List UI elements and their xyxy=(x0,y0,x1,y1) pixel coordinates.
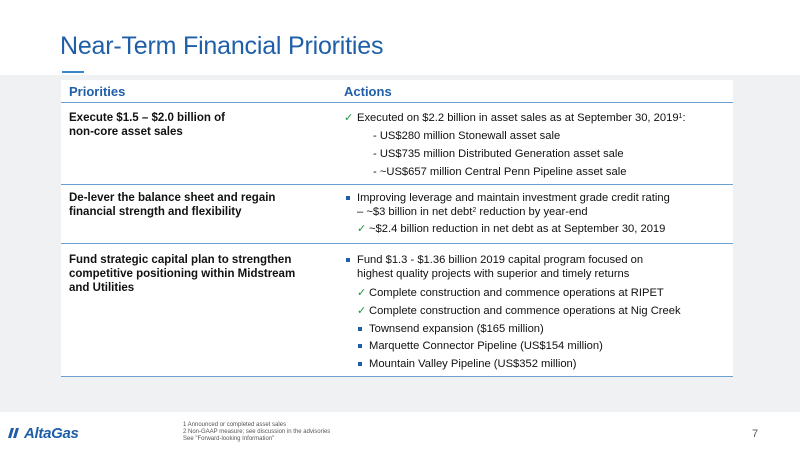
action-item-continuation: highest quality projects with superior and timely returns xyxy=(357,268,630,280)
action-item xyxy=(357,111,686,125)
action-item: Fund $1.3 - $1.36 billion 2019 capital program focused on xyxy=(357,254,644,266)
table-bottom-rule xyxy=(61,376,733,377)
row-rule xyxy=(61,184,733,185)
action-text: – ~$3 billion in net debt xyxy=(357,206,473,218)
action-suffix: reduction by year-end xyxy=(476,206,588,218)
row-rule xyxy=(61,243,733,244)
action-item-continuation xyxy=(357,205,588,219)
priority-line: De-lever the balance sheet and regain xyxy=(69,192,276,204)
priorities-table xyxy=(61,80,733,377)
footnote-ref: 2 xyxy=(472,207,477,214)
priority-line: Execute $1.5 – $2.0 billion of xyxy=(69,112,225,124)
footer xyxy=(0,412,800,450)
action-subitem: - US$280 million Stonewall asset sale xyxy=(373,130,561,142)
action-subitem: Townsend expansion ($165 million) xyxy=(369,323,544,335)
priority-line: competitive positioning within Midstream xyxy=(69,268,296,280)
square-bullet-icon xyxy=(358,327,362,331)
footnote: 2 Non-GAAP measure; see discussion in the advisories xyxy=(183,429,331,435)
priority-line: financial strength and flexibility xyxy=(69,206,242,218)
priority-line: Fund strategic capital plan to strengthen xyxy=(69,254,292,266)
footnote-ref: 1 xyxy=(678,113,683,120)
altagas-logo-icon xyxy=(8,428,20,438)
priority-line: and Utilities xyxy=(69,282,135,294)
priority-text xyxy=(69,253,324,295)
check-icon: ✓ xyxy=(357,287,367,299)
footnote: 1 Announced or completed asset sales xyxy=(183,422,287,428)
action-subitem: Mountain Valley Pipeline (US$352 million) xyxy=(369,358,577,370)
action-subitem: ~$2.4 billion reduction in net debt as at September 30, 2019 xyxy=(369,223,666,235)
square-bullet-icon xyxy=(346,196,350,200)
header-priorities: Priorities xyxy=(69,84,126,99)
square-bullet-icon xyxy=(346,258,350,262)
action-text: Executed on $2.2 billion in asset sales as at September 30, 2019 xyxy=(357,112,679,124)
priority-text xyxy=(69,191,324,219)
action-subitem: Complete construction and commence operations at Nig Creek xyxy=(369,305,681,317)
square-bullet-icon xyxy=(358,362,362,366)
check-icon: ✓ xyxy=(357,305,367,317)
action-subitem: Complete construction and commence operations at RIPET xyxy=(369,287,664,299)
title-area xyxy=(0,0,800,75)
footnote: See "Forward-looking Information" xyxy=(183,436,275,442)
check-icon: ✓ xyxy=(344,112,354,124)
action-subitem: - ~US$657 million Central Penn Pipeline asset sale xyxy=(373,166,627,178)
header-actions: Actions xyxy=(344,84,392,99)
square-bullet-icon xyxy=(358,344,362,348)
action-suffix: : xyxy=(682,112,686,124)
action-item: Improving leverage and maintain investment grade credit rating xyxy=(357,192,670,204)
priority-text xyxy=(69,111,324,139)
table-header xyxy=(61,80,733,102)
title-underline xyxy=(62,71,84,73)
altagas-logo: AltaGas xyxy=(24,425,79,442)
check-icon: ✓ xyxy=(357,223,367,235)
header-rule xyxy=(61,102,733,103)
action-subitem: - US$735 million Distributed Generation asset sale xyxy=(373,148,624,160)
action-subitem: Marquette Connector Pipeline (US$154 million) xyxy=(369,340,603,352)
priority-line: non-core asset sales xyxy=(69,126,183,138)
page-number: 7 xyxy=(752,428,759,440)
page-title: Near-Term Financial Priorities xyxy=(60,32,384,60)
